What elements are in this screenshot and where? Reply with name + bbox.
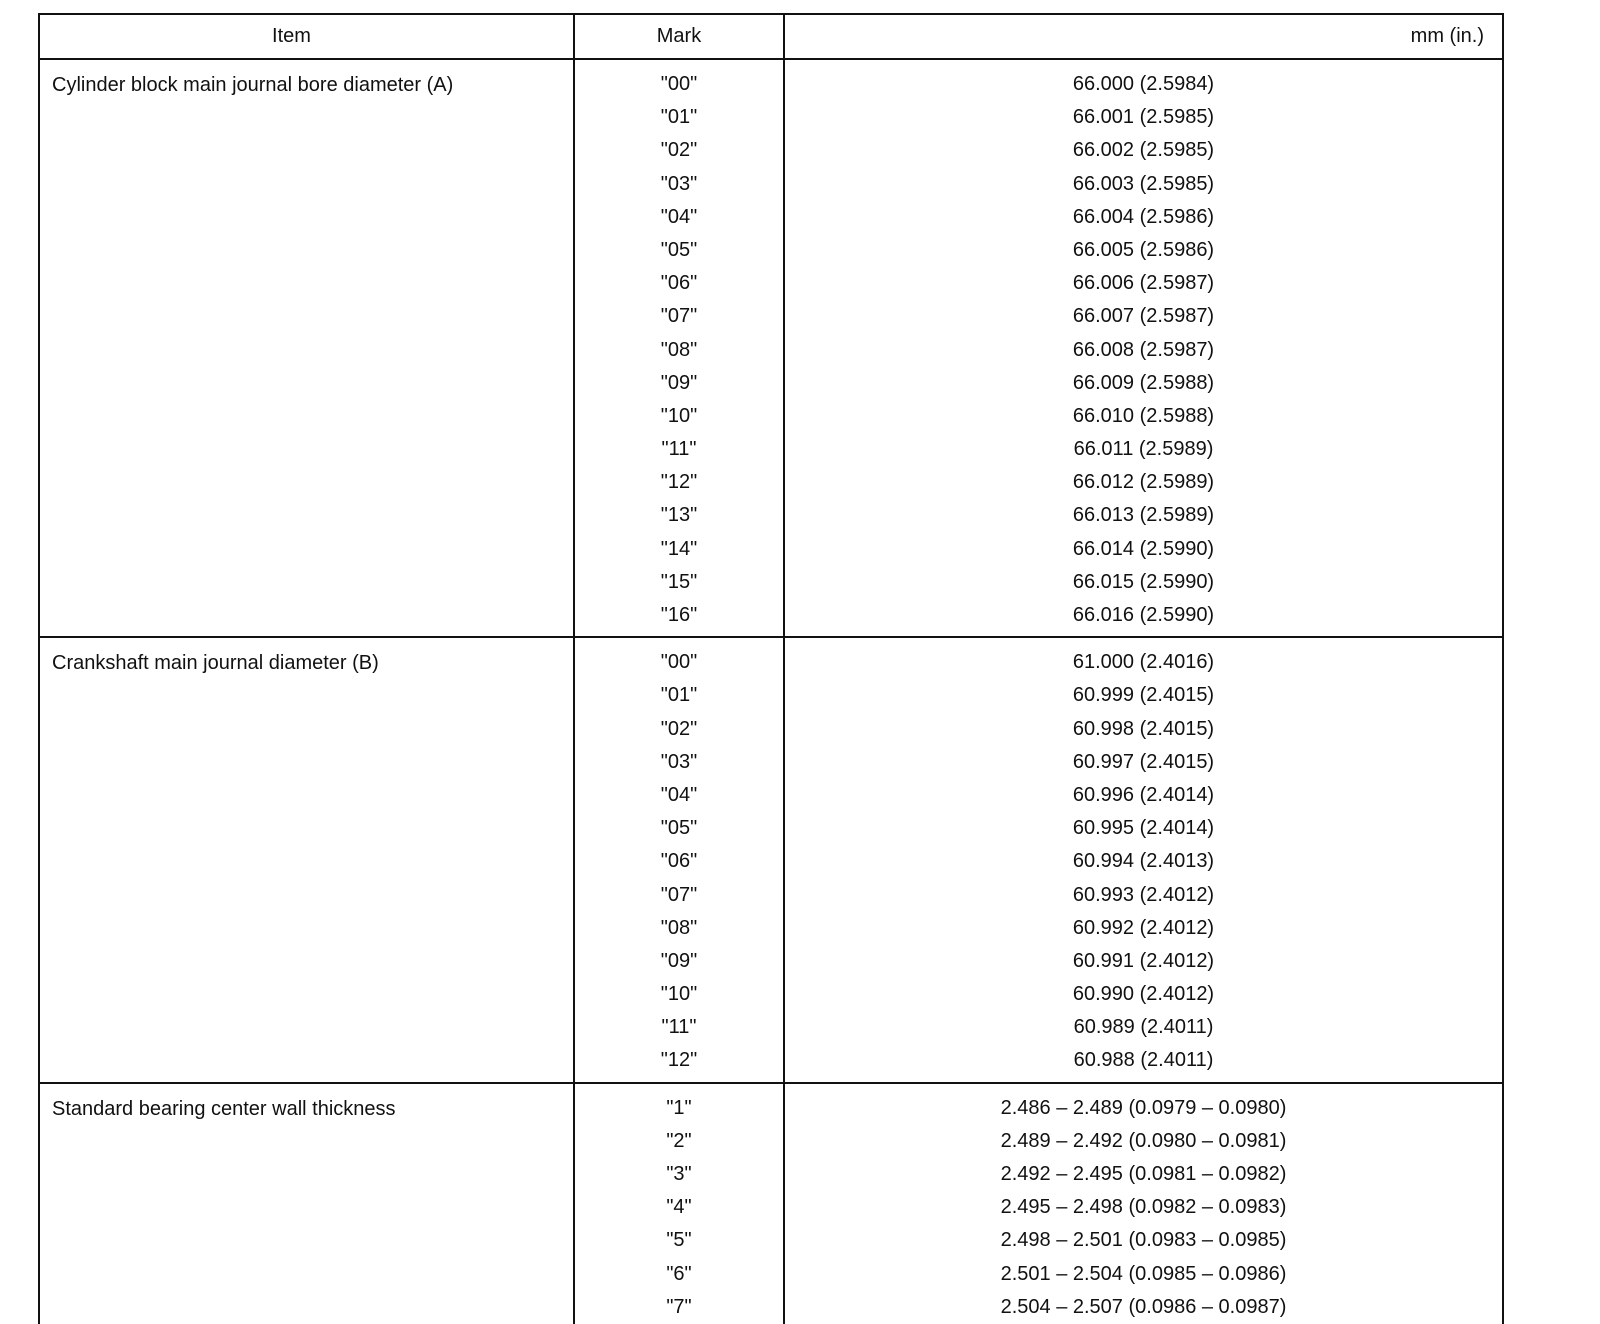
mark-cell: "00" <box>660 73 698 95</box>
mark-cell: "05" <box>660 238 698 261</box>
value-cell: 66.015 (2.5990) <box>1072 570 1215 593</box>
mark-cell: "04" <box>660 783 698 806</box>
mark-cell: "10" <box>660 404 698 427</box>
value-cell: 60.995 (2.4014) <box>1072 817 1215 840</box>
value-cell: 66.009 (2.5988) <box>1072 371 1215 394</box>
value-cell: 66.011 (2.5989) <box>1073 438 1214 461</box>
mark-column <box>575 1084 785 1324</box>
value-cell: 2.498 – 2.501 (0.0983 – 0.0985) <box>1000 1229 1287 1252</box>
mark-cell: "11" <box>661 438 697 461</box>
table-group <box>40 638 1502 1083</box>
value-cell: 61.000 (2.4016) <box>1072 651 1215 674</box>
value-cell: 2.492 – 2.495 (0.0981 – 0.0982) <box>1000 1163 1287 1185</box>
value-cell: 60.999 (2.4015) <box>1072 684 1215 707</box>
mark-cell: "04" <box>660 205 698 228</box>
mark-cell: "01" <box>660 106 698 129</box>
value-cell: 60.991 (2.4012) <box>1072 949 1215 972</box>
mark-column <box>575 638 785 1081</box>
mark-cell: "03" <box>660 172 698 195</box>
value-cell: 60.993 (2.4012) <box>1072 883 1215 906</box>
spec-table <box>38 13 1504 1324</box>
mark-cell: "13" <box>660 504 698 527</box>
mark-cell: "11" <box>661 1016 697 1039</box>
value-cell: 60.990 (2.4012) <box>1072 983 1215 1006</box>
value-cell: 60.994 (2.4013) <box>1072 850 1215 873</box>
mark-cell: "03" <box>660 750 698 773</box>
mark-cell: "3" <box>666 1163 692 1185</box>
header-mark: Mark <box>575 15 785 58</box>
table-header <box>40 15 1502 60</box>
item-label: Crankshaft main journal diameter (B) <box>40 638 575 1081</box>
value-cell: 66.001 (2.5985) <box>1072 106 1215 129</box>
table-group <box>40 60 1502 638</box>
mark-cell: "16" <box>660 604 698 626</box>
value-cell: 2.495 – 2.498 (0.0982 – 0.0983) <box>1000 1196 1287 1219</box>
value-cell: 60.998 (2.4015) <box>1072 717 1215 740</box>
table-group <box>40 1084 1502 1324</box>
mark-cell: "08" <box>660 338 698 361</box>
item-label: Cylinder block main journal bore diameter (A) <box>40 60 575 636</box>
mark-cell: "12" <box>660 471 698 494</box>
value-cell: 66.010 (2.5988) <box>1072 404 1215 427</box>
mark-cell: "4" <box>666 1196 692 1219</box>
mark-cell: "10" <box>660 983 698 1006</box>
mark-cell: "06" <box>660 850 698 873</box>
mark-cell: "1" <box>666 1096 692 1119</box>
value-cell: 66.003 (2.5985) <box>1072 172 1215 195</box>
mark-cell: "12" <box>660 1049 698 1072</box>
value-cell: 60.997 (2.4015) <box>1072 750 1215 773</box>
value-cell: 66.012 (2.5989) <box>1072 471 1215 494</box>
mark-cell: "09" <box>660 371 698 394</box>
value-cell: 66.007 (2.5987) <box>1072 305 1215 328</box>
value-cell: 66.014 (2.5990) <box>1072 537 1215 560</box>
value-column <box>785 638 1502 1081</box>
value-cell: 66.006 (2.5987) <box>1072 272 1215 295</box>
value-cell: 66.004 (2.5986) <box>1072 205 1215 228</box>
mark-cell: "00" <box>660 651 698 674</box>
value-column <box>785 1084 1502 1324</box>
mark-cell: "06" <box>660 272 698 295</box>
value-cell: 2.504 – 2.507 (0.0986 – 0.0987) <box>1000 1295 1287 1318</box>
value-cell: 60.996 (2.4014) <box>1072 783 1215 806</box>
value-cell: 66.016 (2.5990) <box>1072 604 1215 626</box>
mark-cell: "5" <box>666 1229 692 1252</box>
value-cell: 60.988 (2.4011) <box>1073 1049 1214 1072</box>
value-cell: 66.005 (2.5986) <box>1072 238 1215 261</box>
value-cell: 60.992 (2.4012) <box>1072 916 1215 939</box>
header-item: Item <box>40 15 575 58</box>
mark-cell: "2" <box>666 1129 692 1152</box>
mark-cell: "6" <box>666 1262 692 1285</box>
value-cell: 2.501 – 2.504 (0.0985 – 0.0986) <box>1000 1262 1287 1285</box>
value-cell: 2.489 – 2.492 (0.0980 – 0.0981) <box>1000 1129 1287 1152</box>
mark-cell: "07" <box>660 883 698 906</box>
mark-cell: "02" <box>660 717 698 740</box>
mark-cell: "07" <box>660 305 698 328</box>
value-cell: 2.486 – 2.489 (0.0979 – 0.0980) <box>1000 1096 1287 1119</box>
mark-cell: "01" <box>660 684 698 707</box>
mark-column <box>575 60 785 636</box>
value-cell: 66.008 (2.5987) <box>1072 338 1215 361</box>
mark-cell: "08" <box>660 916 698 939</box>
mark-cell: "09" <box>660 949 698 972</box>
mark-cell: "15" <box>660 570 698 593</box>
value-cell: 66.013 (2.5989) <box>1072 504 1215 527</box>
value-cell: 66.002 (2.5985) <box>1072 139 1215 162</box>
value-cell: 66.000 (2.5984) <box>1072 73 1215 95</box>
value-cell: 60.989 (2.4011) <box>1073 1016 1214 1039</box>
mark-cell: "7" <box>666 1295 692 1318</box>
mark-cell: "02" <box>660 139 698 162</box>
value-column <box>785 60 1502 636</box>
item-label: Standard bearing center wall thickness <box>40 1084 575 1324</box>
mark-cell: "05" <box>660 817 698 840</box>
header-value-unit: mm (in.) <box>1410 25 1484 47</box>
table-body <box>40 60 1502 1324</box>
mark-cell: "14" <box>660 537 698 560</box>
